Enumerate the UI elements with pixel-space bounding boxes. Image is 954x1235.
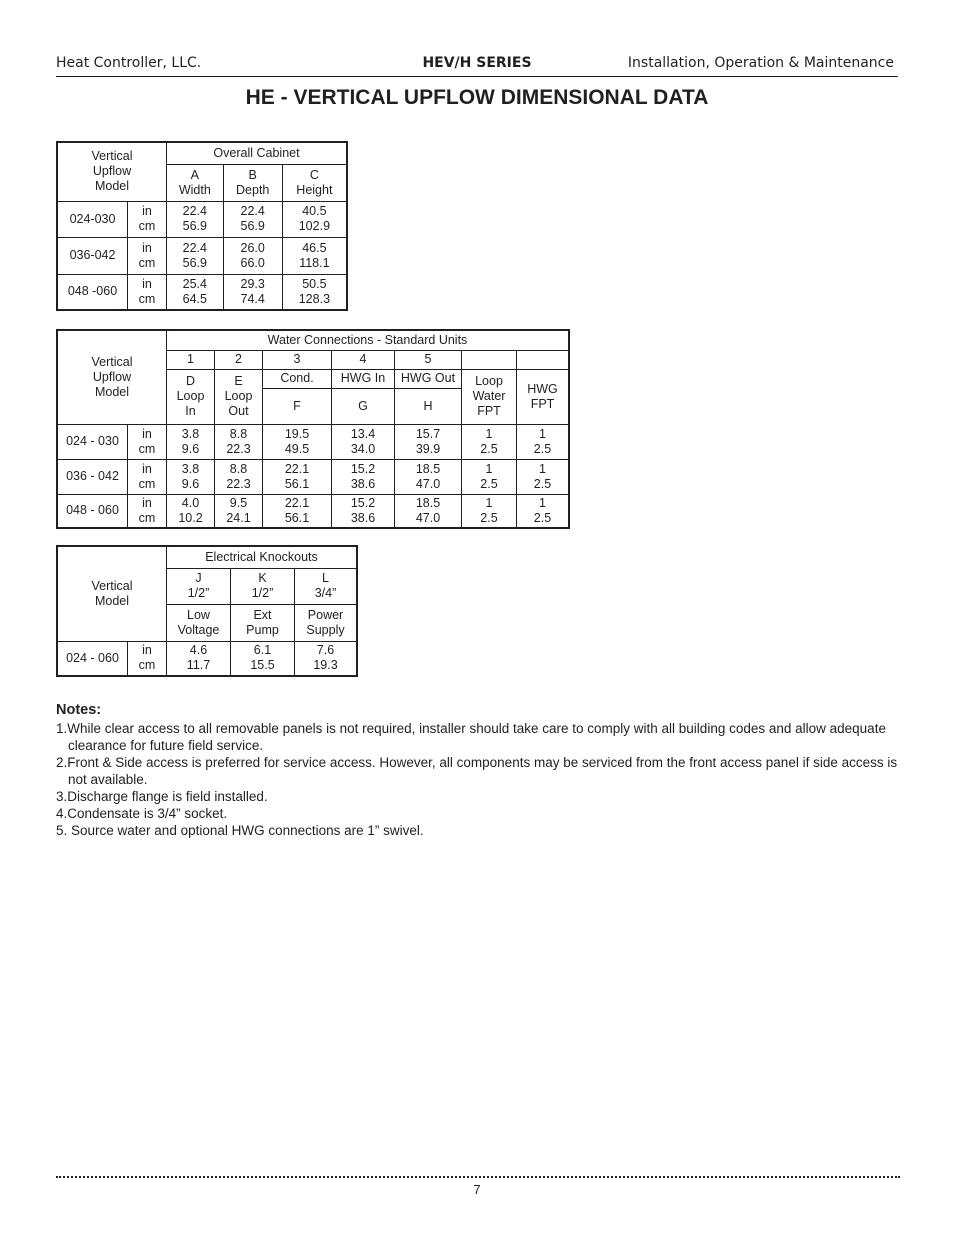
- column-header: G: [332, 388, 395, 424]
- value-cell: 22.4 56.9: [167, 237, 224, 274]
- value-cell: 6.1 15.5: [231, 641, 295, 676]
- value-cell: 22.1 56.1: [263, 494, 332, 528]
- value-cell: 50.5 128.3: [282, 274, 347, 310]
- column-header: A Width: [167, 164, 224, 201]
- manual-section: Installation, Operation & Maintenance: [627, 55, 894, 71]
- model-cell: 024-030: [57, 201, 128, 237]
- value-cell: 26.0 66.0: [223, 237, 282, 274]
- notes-heading: Notes:: [56, 702, 102, 718]
- units-cell: in cm: [128, 274, 167, 310]
- model-header-cell: Vertical Upflow Model: [57, 330, 167, 424]
- table-row: [57, 424, 569, 459]
- table-row: [57, 494, 569, 528]
- model-cell: 024 - 060: [57, 641, 128, 676]
- table-row: [57, 237, 347, 274]
- model-cell: 048 - 060: [57, 494, 128, 528]
- value-cell: 7.6 19.3: [295, 641, 358, 676]
- column-header: F: [263, 388, 332, 424]
- table-row: [57, 459, 569, 494]
- note-item: 5. Source water and optional HWG connections are 1” swivel.: [56, 823, 424, 838]
- overall-cabinet-table: [56, 141, 348, 311]
- model-cell: 036 - 042: [57, 459, 128, 494]
- column-header: L 3/4”: [295, 568, 358, 604]
- value-cell: 8.8 22.3: [215, 424, 263, 459]
- units-cell: in cm: [128, 424, 167, 459]
- units-cell: in cm: [128, 237, 167, 274]
- model-cell: 036-042: [57, 237, 128, 274]
- footer-divider: [56, 1176, 900, 1178]
- table-row: [57, 201, 347, 237]
- value-cell: 3.8 9.6: [167, 459, 215, 494]
- column-header: Cond.: [263, 369, 332, 388]
- company-name: Heat Controller, LLC.: [56, 55, 202, 71]
- value-cell: 15.2 38.6: [332, 459, 395, 494]
- value-cell: 19.5 49.5: [263, 424, 332, 459]
- water-connections-table: [56, 329, 570, 529]
- page-number: 7: [473, 1182, 481, 1197]
- notes-section: [56, 702, 898, 839]
- column-header: Power Supply: [295, 604, 358, 641]
- column-header: HWG FPT: [517, 369, 570, 424]
- connection-number: 4: [332, 350, 395, 369]
- series-name: HEV/H SERIES: [422, 55, 532, 71]
- table-row: [57, 641, 357, 676]
- column-header: D Loop In: [167, 369, 215, 424]
- group-header: Water Connections - Standard Units: [167, 330, 570, 350]
- value-cell: 1 2.5: [462, 424, 517, 459]
- value-cell: 8.8 22.3: [215, 459, 263, 494]
- column-header: J 1/2”: [167, 568, 231, 604]
- connection-number: 5: [395, 350, 462, 369]
- value-cell: 1 2.5: [462, 494, 517, 528]
- table-row: [57, 274, 347, 310]
- model-header-cell: Vertical Model: [57, 546, 167, 641]
- value-cell: 4.0 10.2: [167, 494, 215, 528]
- units-cell: in cm: [128, 641, 167, 676]
- value-cell: 25.4 64.5: [167, 274, 224, 310]
- column-header: B Depth: [223, 164, 282, 201]
- blank-cell: [517, 350, 570, 369]
- column-header: H: [395, 388, 462, 424]
- column-header: K 1/2”: [231, 568, 295, 604]
- column-header: HWG Out: [395, 369, 462, 388]
- column-header: E Loop Out: [215, 369, 263, 424]
- group-header: Electrical Knockouts: [167, 546, 358, 568]
- value-cell: 1 2.5: [517, 459, 570, 494]
- value-cell: 29.3 74.4: [223, 274, 282, 310]
- connection-number: 2: [215, 350, 263, 369]
- group-header: Overall Cabinet: [167, 142, 348, 164]
- value-cell: 40.5 102.9: [282, 201, 347, 237]
- page-header: [56, 52, 898, 77]
- note-item: 4.Condensate is 3/4” socket.: [56, 806, 228, 821]
- note-item: 3.Discharge flange is field installed.: [56, 789, 268, 804]
- column-header: Ext Pump: [231, 604, 295, 641]
- value-cell: 18.5 47.0: [395, 459, 462, 494]
- value-cell: 22.4 56.9: [167, 201, 224, 237]
- value-cell: 3.8 9.6: [167, 424, 215, 459]
- note-item: 1.While clear access to all removable panels is not required, installer should take care to comply with all building codes and allow adequate clearance for future field service.: [56, 721, 886, 753]
- blank-cell: [462, 350, 517, 369]
- value-cell: 1 2.5: [517, 424, 570, 459]
- value-cell: 18.5 47.0: [395, 494, 462, 528]
- electrical-knockouts-table: [56, 545, 358, 677]
- column-header: Loop Water FPT: [462, 369, 517, 424]
- value-cell: 1 2.5: [517, 494, 570, 528]
- value-cell: 15.2 38.6: [332, 494, 395, 528]
- model-cell: 048 -060: [57, 274, 128, 310]
- value-cell: 15.7 39.9: [395, 424, 462, 459]
- connection-number: 1: [167, 350, 215, 369]
- note-item: 2.Front & Side access is preferred for service access. However, all components may be serviced from the front access panel if side access is not available.: [56, 755, 898, 787]
- value-cell: 22.4 56.9: [223, 201, 282, 237]
- value-cell: 9.5 24.1: [215, 494, 263, 528]
- column-header: Low Voltage: [167, 604, 231, 641]
- units-cell: in cm: [128, 459, 167, 494]
- model-header-cell: Vertical Upflow Model: [57, 142, 167, 201]
- connection-number: 3: [263, 350, 332, 369]
- units-cell: in cm: [128, 494, 167, 528]
- value-cell: 13.4 34.0: [332, 424, 395, 459]
- value-cell: 1 2.5: [462, 459, 517, 494]
- column-header: HWG In: [332, 369, 395, 388]
- column-header: C Height: [282, 164, 347, 201]
- value-cell: 46.5 118.1: [282, 237, 347, 274]
- model-cell: 024 - 030: [57, 424, 128, 459]
- value-cell: 22.1 56.1: [263, 459, 332, 494]
- units-cell: in cm: [128, 201, 167, 237]
- page-title: HE - VERTICAL UPFLOW DIMENSIONAL DATA: [245, 86, 709, 109]
- value-cell: 4.6 11.7: [167, 641, 231, 676]
